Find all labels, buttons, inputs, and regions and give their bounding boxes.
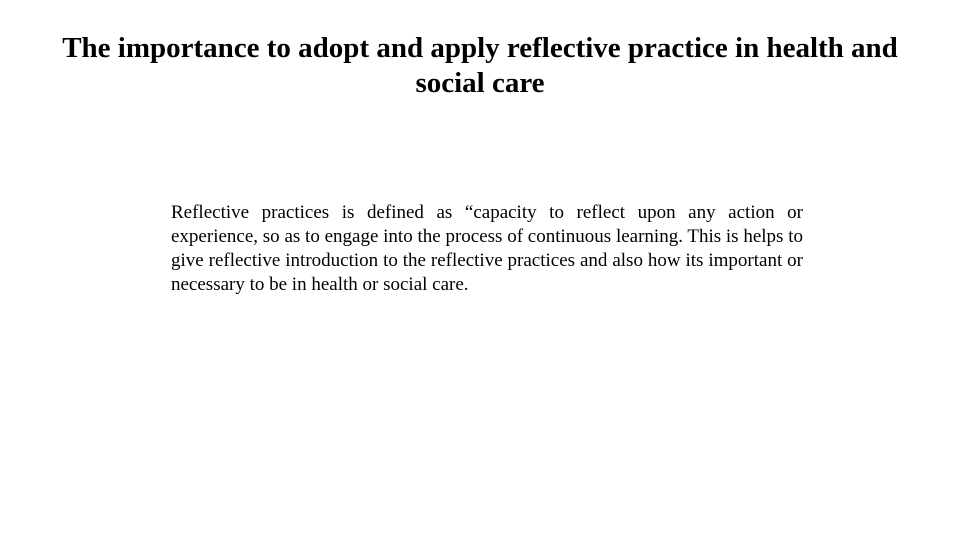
slide-body-text: Reflective practices is defined as “capacity to reflect upon any action or experience, so as to engage into the process of continuous learning. This is helps to give reflective introduction to the reflective practices and also how its important or necessary to be in health or social care. bbox=[171, 202, 803, 295]
slide-title: The importance to adopt and apply reflective practice in health and social care bbox=[62, 32, 898, 99]
